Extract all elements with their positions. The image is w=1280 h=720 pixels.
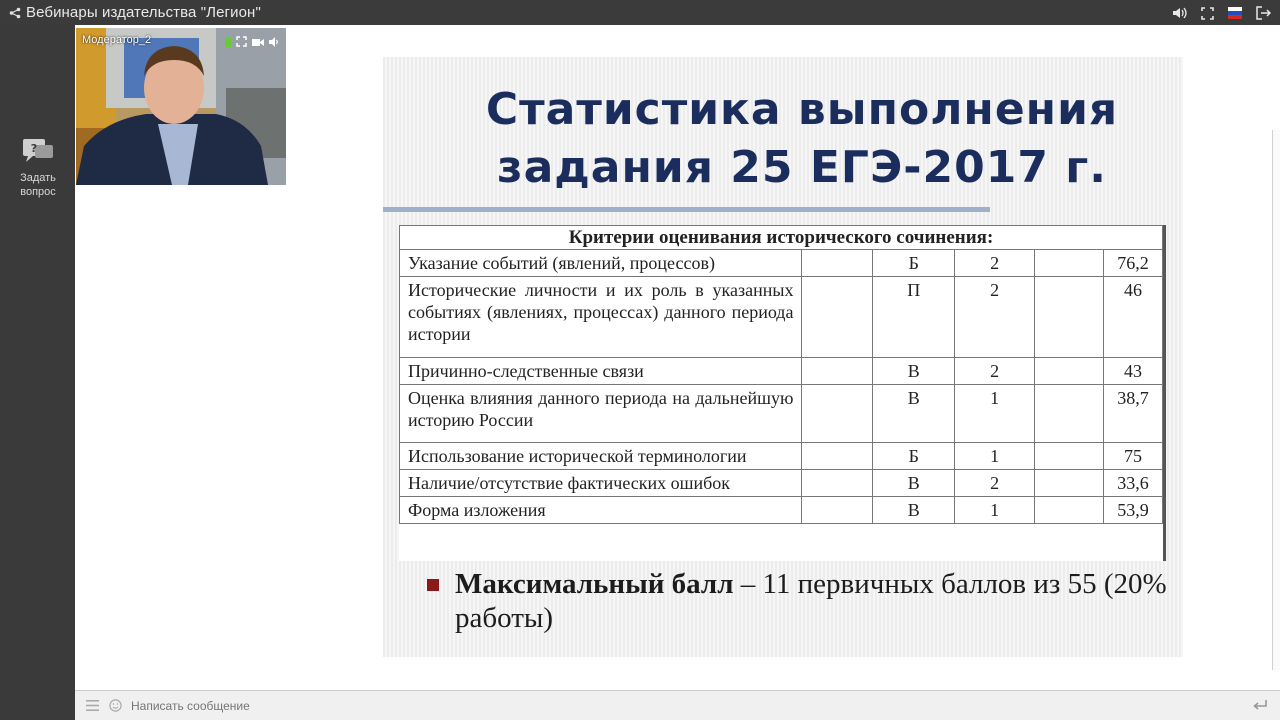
table-header-row [400, 226, 1163, 250]
percent-cell: 53,9 [1104, 497, 1163, 524]
criterion-text: Наличие/отсутствие фактических ошибок [400, 470, 802, 497]
ru-flag-icon[interactable] [1226, 4, 1244, 22]
volume-icon[interactable] [1170, 4, 1188, 22]
table-row [400, 250, 1163, 277]
empty-cell [1035, 470, 1104, 497]
webcam-video[interactable] [76, 28, 286, 185]
fullscreen-video-icon[interactable] [236, 34, 247, 52]
criterion-text: Использование исторической терминологии [400, 443, 802, 470]
question-chat-icon [21, 137, 55, 167]
percent-cell: 46 [1104, 277, 1163, 358]
left-sidebar [0, 25, 75, 720]
criterion-text: Указание событий (явлений, процессов) [400, 250, 802, 277]
percent-cell: 43 [1104, 358, 1163, 385]
criteria-table-wrap [399, 225, 1166, 561]
level-cell: П [873, 277, 955, 358]
empty-cell [1035, 443, 1104, 470]
empty-cell [802, 470, 873, 497]
criterion-text: Форма изложения [400, 497, 802, 524]
table-row [400, 385, 1163, 443]
level-cell: В [873, 385, 955, 443]
slide-title [383, 81, 1183, 197]
camera-icon[interactable] [252, 34, 264, 52]
bullet-text [427, 567, 1167, 635]
table-header: Критерии оценивания исторического сочинения: [400, 226, 1163, 250]
mic-level-icon [225, 34, 231, 52]
level-cell: Б [873, 443, 955, 470]
empty-cell [802, 358, 873, 385]
bullet-bold-text: Максимальный балл [455, 568, 734, 600]
empty-cell [1035, 385, 1104, 443]
empty-cell [802, 497, 873, 524]
empty-cell [1035, 497, 1104, 524]
percent-cell: 75 [1104, 443, 1163, 470]
bullet-rest-text: – 11 первичных баллов из 55 (20% работы) [455, 568, 1167, 634]
empty-cell [1035, 358, 1104, 385]
message-input[interactable] [131, 695, 1231, 717]
level-cell: В [873, 497, 955, 524]
ask-question-button[interactable] [8, 137, 68, 199]
points-cell: 2 [955, 358, 1035, 385]
ask-label-2: вопрос [20, 186, 56, 198]
send-enter-icon[interactable] [1252, 698, 1268, 716]
window-title: Вебинары издательства "Легион" [26, 4, 261, 21]
max-score-bullet [427, 567, 1167, 635]
empty-cell [802, 250, 873, 277]
points-cell: 2 [955, 470, 1035, 497]
level-cell: В [873, 358, 955, 385]
exit-icon[interactable] [1254, 4, 1272, 22]
speaker-icon[interactable] [269, 34, 280, 52]
slide-title-line-2: задания 25 ЕГЭ-2017 г. [497, 142, 1107, 193]
percent-cell: 33,6 [1104, 470, 1163, 497]
slide-title-line-1: Статистика выполнения [485, 84, 1119, 135]
table-row [400, 470, 1163, 497]
menu-icon[interactable] [81, 700, 103, 711]
chat-input-bar [75, 690, 1280, 720]
svg-text:?: ? [30, 142, 38, 155]
empty-cell [802, 277, 873, 358]
points-cell: 1 [955, 385, 1035, 443]
top-bar [0, 0, 1280, 25]
percent-cell: 38,7 [1104, 385, 1163, 443]
level-cell: Б [873, 250, 955, 277]
criterion-text: Причинно-следственные связи [400, 358, 802, 385]
points-cell: 2 [955, 277, 1035, 358]
points-cell: 1 [955, 497, 1035, 524]
emoji-icon[interactable] [105, 699, 125, 712]
table-row [400, 277, 1163, 358]
bullet-square-icon [427, 579, 439, 591]
table-row [400, 443, 1163, 470]
criterion-text: Исторические личности и их роль в указанных событиях (явлениях, процессах) данного периода истории [400, 277, 802, 358]
presentation-slide [383, 57, 1183, 657]
empty-cell [1035, 277, 1104, 358]
empty-cell [802, 443, 873, 470]
level-cell: В [873, 470, 955, 497]
participant-name: Модератор_2 [82, 34, 152, 46]
empty-cell [802, 385, 873, 443]
table-row [400, 358, 1163, 385]
fullscreen-icon[interactable] [1198, 4, 1216, 22]
share-icon[interactable] [4, 7, 26, 19]
table-row [400, 497, 1163, 524]
ask-label-1: Задать [20, 172, 56, 184]
empty-cell [1035, 250, 1104, 277]
points-cell: 2 [955, 250, 1035, 277]
percent-cell: 76,2 [1104, 250, 1163, 277]
title-underline [383, 207, 990, 212]
right-panel-edge [1272, 130, 1280, 670]
criteria-table [399, 225, 1163, 524]
points-cell: 1 [955, 443, 1035, 470]
criterion-text: Оценка влияния данного периода на дальнейшую историю России [400, 385, 802, 443]
